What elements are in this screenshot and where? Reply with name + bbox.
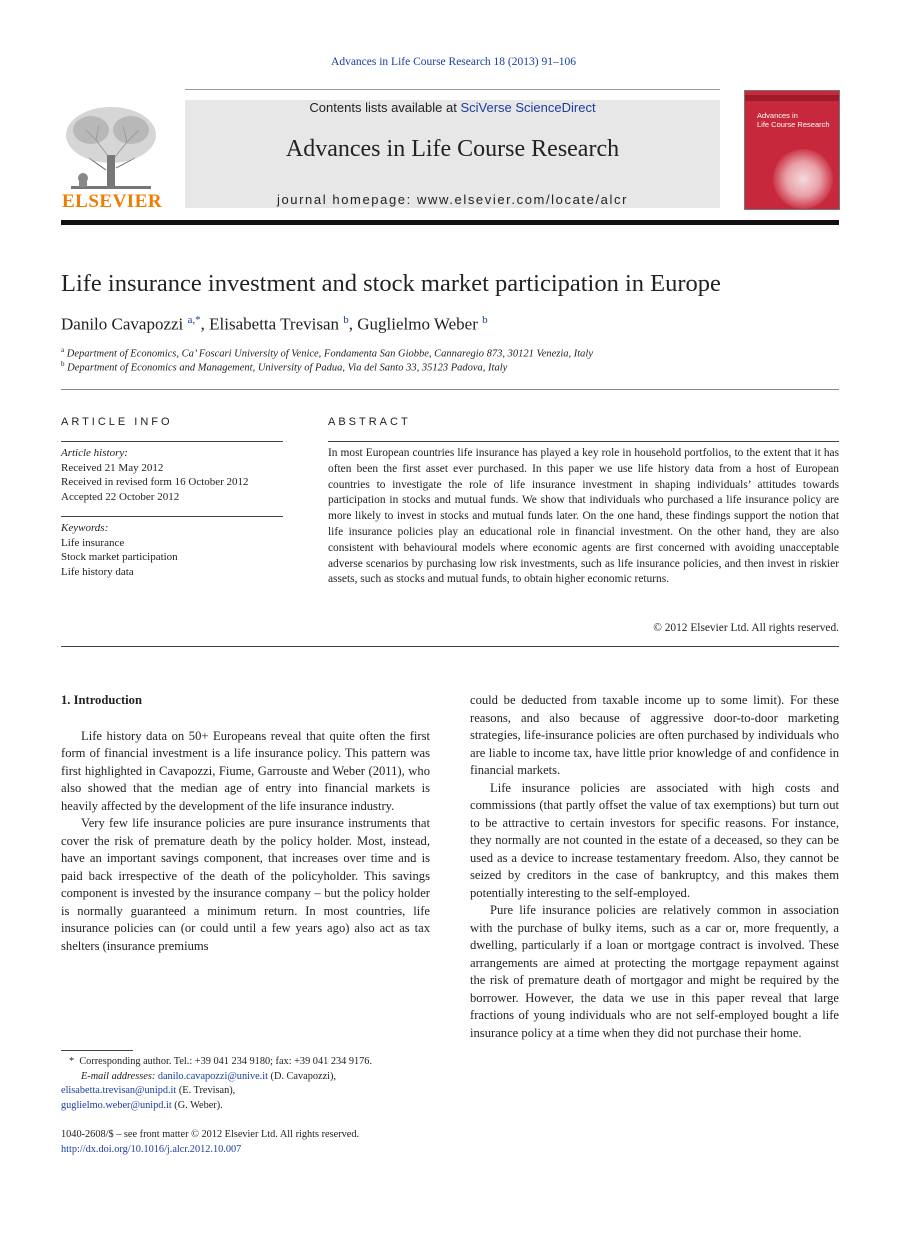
- author-name: Danilo Cavapozzi: [61, 314, 184, 334]
- contents-prefix: Contents lists available at: [309, 100, 461, 115]
- contents-line: [185, 100, 720, 116]
- author-affil-link[interactable]: a,*: [187, 314, 201, 326]
- body-paragraph: could be deducted from taxable income up to some limit). For these reasons, and also because of aggressive door-to-door marketing strategies, life-insurance policies are often purchased by individuals who are liable to income tax, have little prior knowledge of and confidence in financial markets.: [470, 693, 839, 777]
- email-owner: (E. Trevisan),: [176, 1085, 236, 1096]
- keywords-label: Keywords:: [61, 522, 109, 534]
- body-right-column: [470, 692, 839, 1042]
- journal-citation[interactable]: Advances in Life Course Research 18 (2013) 91–106: [331, 56, 576, 68]
- affiliation-b: [61, 360, 507, 374]
- received-date: Received 21 May 2012: [61, 461, 164, 474]
- publisher-logo-text: ELSEVIER: [62, 191, 163, 212]
- cover-title-line2: Life Course Research: [757, 120, 830, 129]
- cover-strip: [745, 95, 839, 101]
- author-list: Danilo Cavapozzi $^{a,*}$, Elisabetta Trevisan $^b$, Guglielmo Weber $^b$: [61, 314, 488, 334]
- body-paragraph: Life insurance policies are associated with high costs and commissions (that partly offset the value of tax exemptions) but turn out to be attractive to certain investors for specific reasons. For instance, they normally are not counted in the estate of a deceased, so they can be used as a device to increase testamentary freedom. Also, they cannot be seized by creditors in the case of bankruptcy, and this makes them potentially interesting to the self-employed.: [470, 780, 839, 900]
- cover-flower-graphic: [773, 149, 833, 209]
- keyword: Stock market participation: [61, 551, 178, 563]
- journal-cover-image: [744, 90, 840, 210]
- sciencedirect-link[interactable]: SciVerse ScienceDirect: [460, 100, 596, 115]
- email-link[interactable]: elisabetta.trevisan@unipd.it: [61, 1085, 177, 1096]
- cover-title: [757, 111, 830, 129]
- article-title: Life insurance investment and stock market participation in Europe: [61, 270, 721, 297]
- journal-title: Advances in Life Course Research: [285, 136, 620, 162]
- email-owner: (D. Cavapozzi),: [267, 1070, 337, 1082]
- author-name: Guglielmo Weber: [357, 314, 478, 334]
- body-paragraph: Life history data on 50+ Europeans reveal that quite often the first form of financial investment is a life insurance policy. This pattern was first highlighted in Cavapozzi, Fiume, Garrouste and Weber (2011), who also showed that the median age of entry into financial markets is heavily affected by the development of the life insurance industry.: [61, 728, 430, 813]
- body-paragraph: Very few life insurance policies are pure insurance instruments that cover the risk of premature death by the policy holder. Most, instead, have an important savings component, that increases over time and is paid back irrespective of the death of the policyholder. This savings component is invested by the insurance company – but the policy holder is normally guaranteed a minimum return. In most countries, life insurance policies can (or could until a few years ago) also act as tax shelters (insurance premiums: [61, 816, 430, 953]
- affiliation-a: [61, 346, 593, 360]
- affiliation-rule: [61, 389, 839, 390]
- body-left-column: [61, 692, 430, 955]
- article-history: [61, 446, 283, 504]
- affiliation-text: Department of Economics, Ca’ Foscari University of Venice, Fondamenta San Giobbe, Cannaregio 873, 30121 Venezia, Italy: [66, 348, 594, 360]
- keywords-block: [61, 521, 283, 579]
- affiliation-marker: b: [61, 360, 65, 368]
- article-info-rule: [61, 441, 283, 442]
- abstract-bottom-rule: [61, 646, 839, 647]
- abstract-rule: [328, 441, 839, 442]
- header-top-rule: [185, 89, 720, 90]
- cover-title-line1: Advances in: [757, 111, 798, 120]
- abstract-copyright: © 2012 Elsevier Ltd. All rights reserved.: [653, 622, 839, 634]
- corresponding-text: Corresponding author. Tel.: +39 041 234 9180; fax: +39 041 234 9176.: [79, 1056, 373, 1067]
- abstract-text: In most European countries life insurance has played a key role in household portfolios, to the extent that it has often been the first asset ever purchased. In this paper we use life history data from a host of European countries to investigate the role of life insurance investment in shaping individuals’ attitudes towards participation in stocks and mutual funds. We show that individuals who purchased a life insurance policy are more likely to invest in stocks and mutual funds later. On the one hand, these findings support the notion that life insurance policies play an educational role in financial investment. On the other hand, they are also consistent with behavioural models where economic agents are first concerned with avoiding unacceptable adverse scenarios by purchasing low risk investments, such as life insurance policies, and then invest in riskier assets, such as stocks and mutual funds, to obtain higher economic returns.: [328, 447, 839, 586]
- footnote-rule: [61, 1050, 133, 1051]
- front-matter: 1040-2608/$ – see front matter © 2012 Elsevier Ltd. All rights reserved.: [61, 1129, 360, 1140]
- doi-link[interactable]: http://dx.doi.org/10.1016/j.alcr.2012.10.007: [61, 1143, 242, 1155]
- accepted-date: Accepted 22 October 2012: [61, 490, 180, 503]
- corresponding-author-footnote: [61, 1055, 436, 1113]
- journal-homepage[interactable]: journal homepage: www.elsevier.com/locate/alcr: [276, 192, 629, 207]
- header-thick-rule: [61, 220, 839, 225]
- keyword: Life insurance: [61, 536, 125, 549]
- keywords-rule: [61, 516, 283, 517]
- author-affil-link[interactable]: b: [482, 314, 488, 326]
- email-link[interactable]: danilo.cavapozzi@unive.it: [157, 1070, 268, 1082]
- email-label: E-mail addresses:: [81, 1070, 156, 1082]
- revised-date: Received in revised form 16 October 2012: [61, 476, 249, 488]
- abstract-heading: ABSTRACT: [328, 416, 411, 428]
- keyword: Life history data: [61, 565, 134, 578]
- author-affil-link[interactable]: b: [343, 314, 349, 326]
- issn-block: [61, 1128, 441, 1157]
- author-name: Elisabetta Trevisan: [209, 314, 340, 334]
- affiliation-text: Department of Economics and Management, University of Padua, Via del Santo 33, 35123 Padova, Italy: [67, 362, 508, 374]
- journal-banner: [185, 100, 720, 208]
- history-label: Article history:: [61, 447, 128, 459]
- body-paragraph: Pure life insurance policies are relatively common in association with the purchase of bulky items, such as a car or, more frequently, a dwelling, particularly if a loan or mortgage contract is involved. These arrangements are aimed at protecting the mortgage repayment against the risk of premature death of mortgagor and might be required by the borrower. However, the data we use in this paper reveal that large fractions of young individuals who are not self-employed bought a life insurance policy at a time when they did not purchase their home.: [470, 903, 839, 1040]
- footnote-marker: *: [69, 1056, 75, 1067]
- email-link[interactable]: guglielmo.weber@unipd.it: [61, 1099, 172, 1111]
- section-heading: 1. Introduction: [61, 693, 142, 707]
- email-owner: (G. Weber).: [171, 1099, 223, 1111]
- affiliation-marker: a: [61, 346, 65, 354]
- article-info-heading: ARTICLE INFO: [61, 416, 173, 428]
